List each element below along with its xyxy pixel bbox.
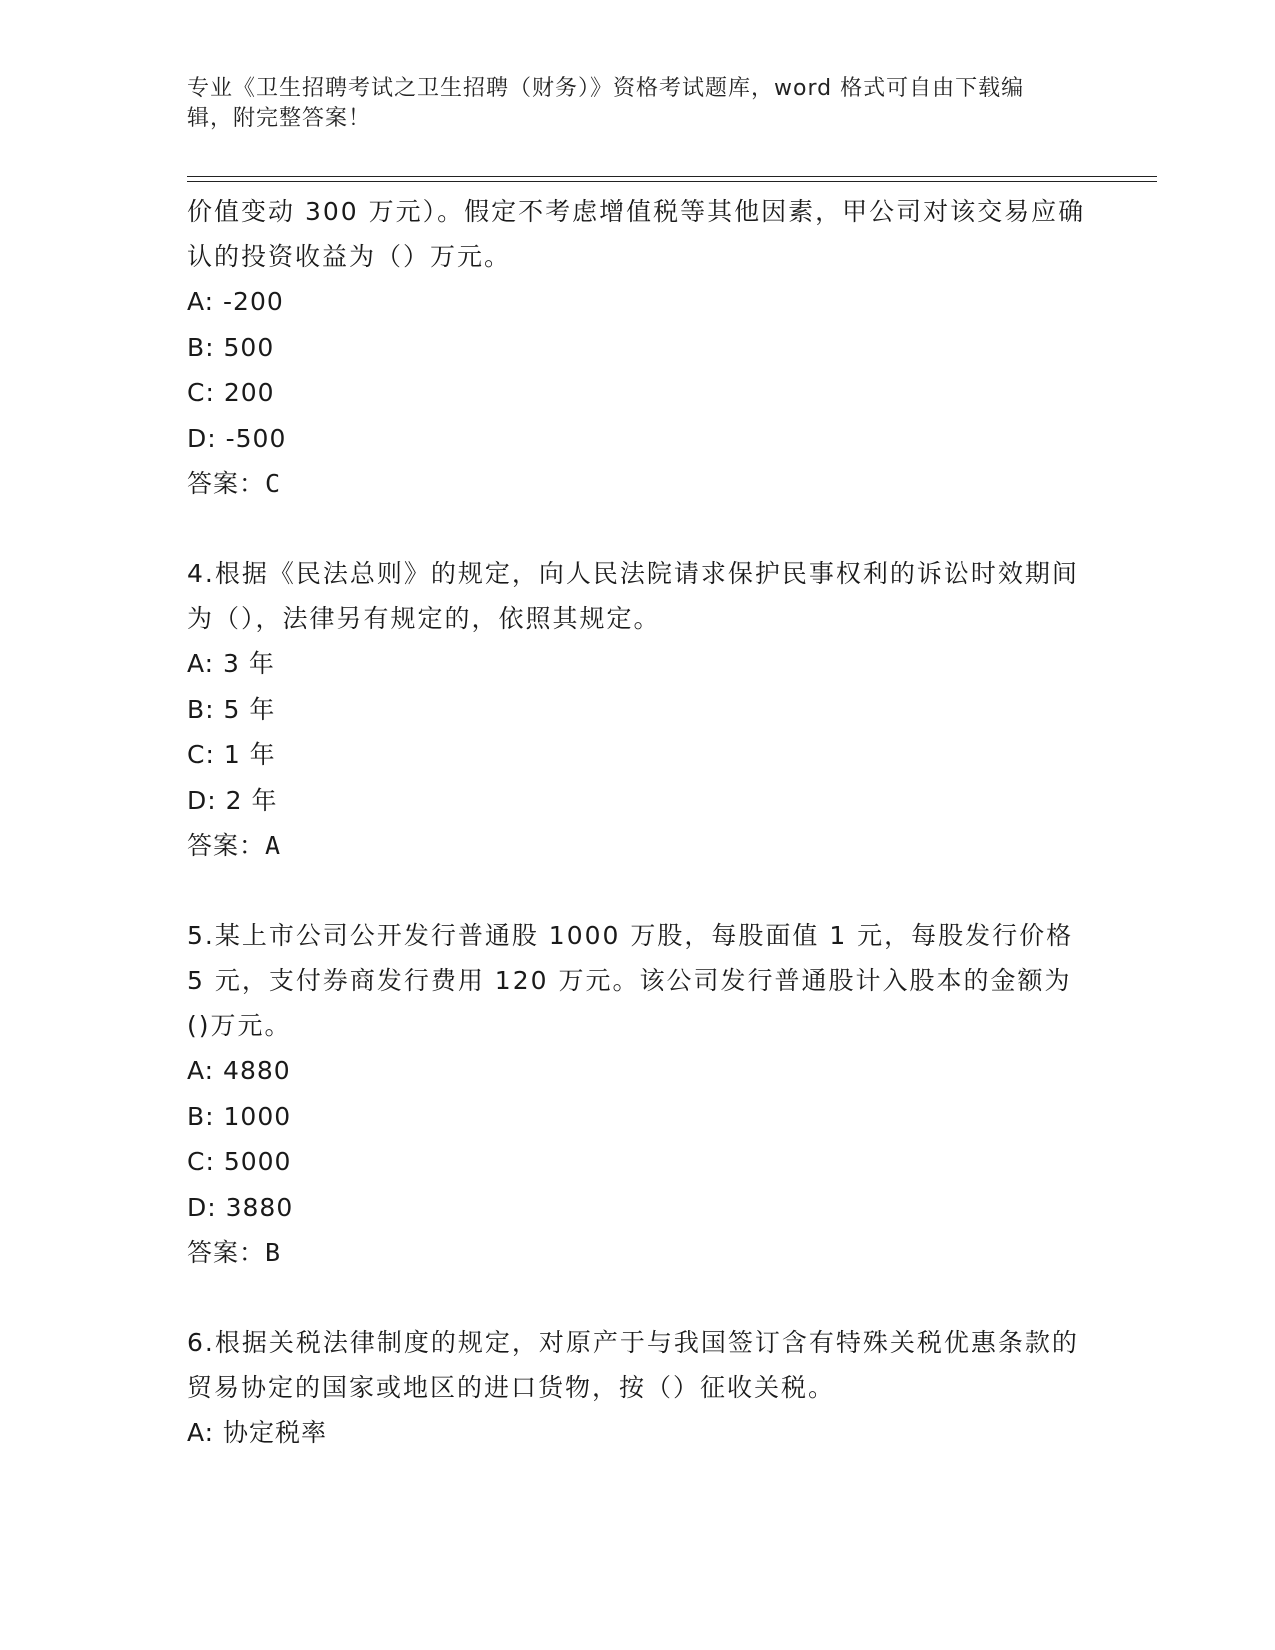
answer-value: B [265,1238,282,1267]
answer-label: 答案： [187,469,266,498]
question-stem: 5.某上市公司公开发行普通股 1000 万股，每股面值 1 元，每股发行价格 5 元，支付券商发行费用 120 万元。该公司发行普通股计入股本的金额为()万元。 [187,921,1074,1040]
option-c: C: 1 年 [187,740,276,769]
question-item [187,189,1087,507]
answer-value: C [265,469,282,498]
option-b: B: 5 年 [187,694,276,724]
question-stem: 价值变动 300 万元）。假定不考虑增值税等其他因素，甲公司对该交易应确认的投资收益为（）万元。 [187,197,1086,271]
question-item [187,913,1087,1276]
question-stem: 6.根据关税法律制度的规定，对原产于与我国签订含有特殊关税优惠条款的贸易协定的国家或地区的进口货物，按（）征收关税。 [187,1328,1079,1402]
option-c: C: 200 [187,378,275,407]
question-stem: 4.根据《民法总则》的规定，向人民法院请求保护民事权利的诉讼时效期间为（），法律另有规定的，依照其规定。 [187,559,1079,633]
option-d: D: 2 年 [187,785,278,815]
option-a: A: 协定税率 [187,1418,328,1447]
answer-value: A [265,831,282,860]
option-d: D: -500 [187,423,287,453]
question-item [187,1320,1087,1456]
header-divider [187,176,1157,182]
answer-label: 答案： [187,1238,266,1267]
option-a: A: -200 [187,287,284,316]
option-b: B: 500 [187,332,275,362]
option-a: A: 3 年 [187,649,275,678]
answer-label: 答案： [187,831,266,860]
answer-line [187,1230,1087,1276]
option-b: B: 1000 [187,1101,292,1131]
question-list [187,189,1087,1500]
page-header: 专业《卫生招聘考试之卫生招聘（财务）》资格考试题库，word 格式可自由下载编辑，附完整答案！ [187,76,1025,131]
option-c: C: 5000 [187,1147,292,1176]
answer-line [187,823,1087,869]
answer-line [187,461,1087,507]
option-a: A: 4880 [187,1056,291,1085]
question-item [187,551,1087,869]
option-d: D: 3880 [187,1192,294,1222]
